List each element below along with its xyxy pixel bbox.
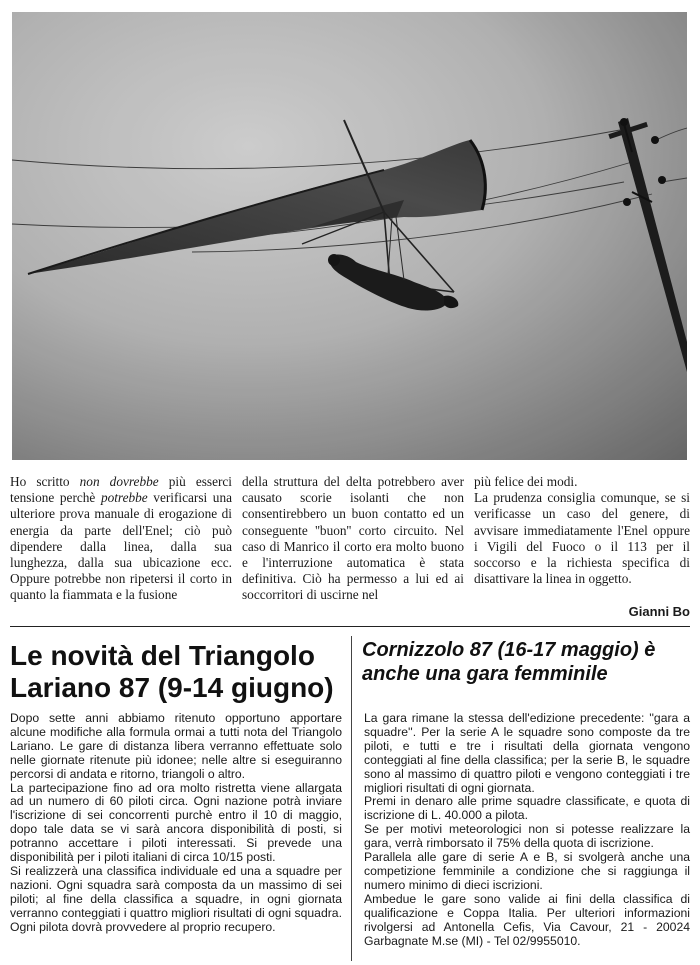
article2-paragraph: Dopo sette anni abbiamo ritenuto opportuno apportare alcune modifiche alla formula ormai a tutti nota del Triangolo Lariano. Le gare di distanza libera verranno effettuate solo nelle giornate ritenute più idonee; nelle altre si eseguiranno percorsi di andata e ritorno, triangoli o altro. <box>10 711 342 781</box>
article1-paragraph: La prudenza consiglia comunque, se si verificasse un caso del genere, di avvisare immediatamente l'Enel oppure i Vigili del Fuoco o il 113 per il soccorso e la richiesta specifica di disattivare la linea in oggetto. <box>474 490 690 587</box>
article1-paragraph: più felice dei modi. <box>474 474 578 489</box>
article2-headline: Le novità del Triangolo Lariano 87 (9-14 giugno) <box>10 640 334 703</box>
article1-paragraph: della struttura del delta potrebbero aver causato scorie isolanti che non consentirebbero un buon contatto ed un conseguente ''buon'' corto circuito. Nel caso di Manrico il corto era molto buono e l'interruzione automatica è stata definitiva. Ciò ha permesso a lui ed ai soccorritori di uscirne nel <box>242 474 464 603</box>
section-divider <box>10 626 690 627</box>
article1-emphasis-2: potrebbe <box>100 490 148 506</box>
article2-paragraph: Si realizzerà una classifica individuale ed una a squadre per nazioni. Ogni squadra sarà composta da un massimo di sei piloti; al fine della classifica a squadre, in ogni giornata verranno conteggiati i quattro migliori risultati di ogni squadra. <box>10 863 342 920</box>
article1-column-1 <box>10 474 232 604</box>
article1-column-2 <box>242 474 464 604</box>
article3-paragraph: Premi in denaro alle prime squadre classificate, e quota di iscrizione di L. 40.000 a pilota. <box>364 794 690 823</box>
article1-column-3 <box>474 474 690 587</box>
hang-glider-photo <box>12 12 687 460</box>
article3-paragraph: La gara rimane la stessa dell'edizione precedente: ''gara a squadre''. Per la serie A le squadre sono composte da tre piloti, e tutti e tre i risultati della giornata vengono conteggiati al fine della classifica; per la serie B, le squadre sono al massimo di quattro piloti e vengono conteggiati i tre migliori risultati di ogni giornata. <box>364 711 690 795</box>
article1-author: Gianni Bo <box>628 604 690 619</box>
article3-body <box>364 712 690 948</box>
article1-text-3: verificarsi una ulteriore prova manuale di erogazione di energia da parte dell'Enel; ciò può dipendere dalla linea, dalla sua lunghezza, dalla sua ubicazione ecc. Oppure potrebbe non ripetersi il corto in quanto la fiammata e la fusione <box>10 490 232 603</box>
article3-paragraph: Parallela alle gare di serie A e B, si svolgerà anche una competizione femminile a condizione che si raggiunga il numero minimo di dieci iscrizioni. <box>364 850 690 892</box>
article2-paragraph: La partecipazione fino ad ora molto ristretta viene allargata ad un numero di 60 piloti circa. Ogni nazione potrà inviare l'iscrizione di sei concorrenti purchè entro il 10 di maggio, dopo tale data se vi sarà ancora disponibilità di posti, si potranno accettare i piloti interessati. Si prevede una disponibilità per i piloti italiani di circa 10/15 posti. <box>10 780 342 865</box>
photo-illustration <box>12 12 687 460</box>
article1-text-2: più esserci tensione perchè <box>10 474 233 506</box>
article1-text-1: Ho scritto <box>10 474 80 489</box>
column-divider <box>351 636 352 961</box>
article1-emphasis-1: non dovrebbe <box>79 474 159 489</box>
article2-paragraph: Ogni pilota dovrà provvedere al proprio recupero. <box>10 919 276 934</box>
article3-paragraph: Se per motivi meteorologici non si potesse realizzare la gara, verrà rimborsato il 75% della quota di iscrizione. <box>364 822 690 851</box>
article2-body <box>10 712 342 935</box>
article3-paragraph: Ambedue le gare sono valide ai fini della classifica di qualificazione e Coppa Italia. Per ulteriori informazioni rivolgersi ad Antonella Cefis, Via Cavour, 21 - 20024 Garbagnate M.se (MI) - Tel 02/9955010. <box>364 891 690 948</box>
article3-headline: Cornizzolo 87 (16-17 maggio) è anche una gara femminile <box>362 639 656 685</box>
